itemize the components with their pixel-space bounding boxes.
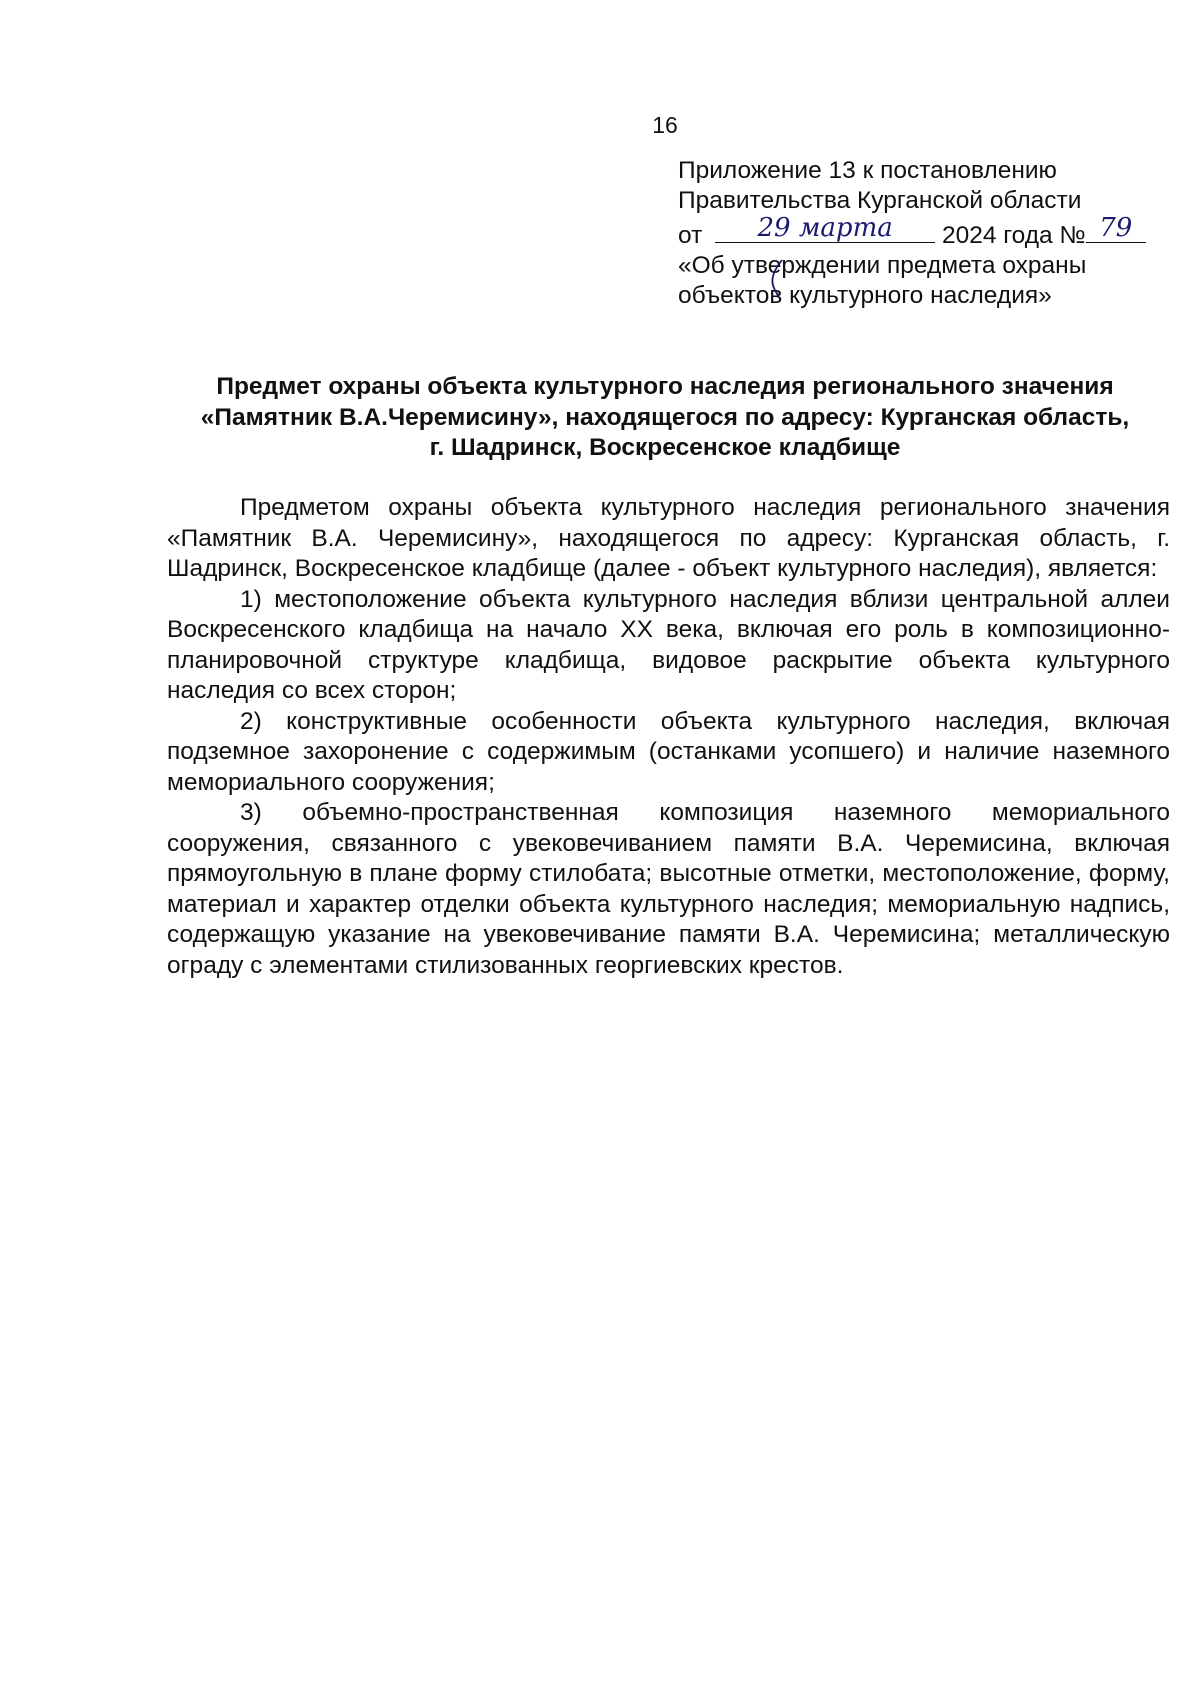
handwritten-date: 29 марта — [757, 213, 893, 243]
appendix-line-2: Правительства Курганской области — [678, 187, 1082, 214]
list-item-3: 3) объемно-пространственная композиция наземного мемориального сооружения, связанного с увековечиванием памяти В.А. Черемисина, включая прямоугольную в плане форму стилобата; высотные отметки, местоположение, форму, материал и характер отделки объекта культурного наследия; мемориальную надпись, содержащую указание на увековечивание памяти В.А. Черемисина; металлическую ограду с элементами стилизованных георгиевских крестов. — [167, 799, 1170, 979]
page-number: 16 — [652, 112, 678, 138]
appendix-line-1: Приложение 13 к постановлению — [678, 157, 1057, 184]
list-item-2: 2) конструктивные особенности объекта культурного наследия, включая подземное захоронение с содержимым (останками усопшего) и наличие наземного мемориального сооружения; — [167, 707, 1170, 796]
document-body — [167, 493, 1170, 981]
appendix-header — [678, 156, 1158, 311]
appendix-line-5: объектов культурного наследия» — [678, 282, 1052, 309]
appendix-line-4: «Об утверждении предмета охраны — [678, 252, 1087, 279]
title-line-1: Предмет охраны объекта культурного наследия регионального значения — [216, 373, 1114, 400]
document-title — [160, 372, 1170, 464]
date-fill-line — [715, 213, 935, 243]
appendix-line-3 — [678, 213, 1158, 251]
title-line-3: г. Шадринск, Воскресенское кладбище — [429, 434, 901, 461]
year-text: 2024 года № — [941, 222, 1086, 249]
title-line-2: «Памятник В.А.Черемисину», находящегося по адресу: Курганская область, — [200, 403, 1130, 431]
handwritten-number: 79 — [1099, 213, 1133, 243]
number-fill-line — [1086, 213, 1146, 243]
from-prefix: от — [678, 222, 703, 249]
signature-stroke — [764, 258, 794, 298]
list-item-1: 1) местоположение объекта культурного наследия вблизи центральной аллеи Воскресенского кладбища на начало XX века, включая его роль в композиционно-планировочной структуре кладбища, видовое раскрытие объекта культурного наследия со всех сторон; — [167, 585, 1170, 704]
intro-paragraph: Предметом охраны объекта культурного наследия регионального значения «Памятник В.А. Черемисину», находящегося по адресу: Курганская область, г. Шадринск, Воскресенское кладбище (далее - объект культурного наследия), является: — [167, 494, 1170, 582]
